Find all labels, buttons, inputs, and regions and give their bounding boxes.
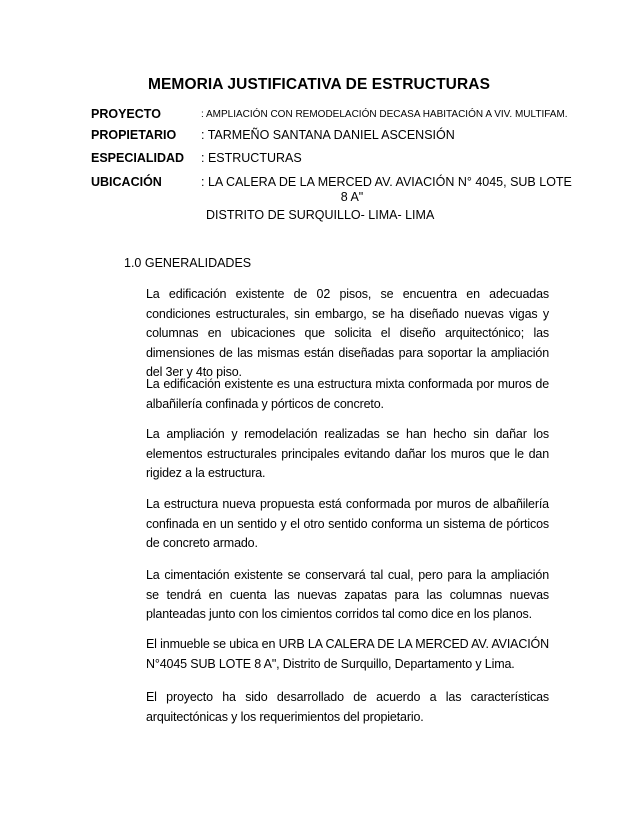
field-value-ubicacion-line2: 8 A" — [340, 190, 364, 204]
paragraph-1: La edificación existente de 02 pisos, se encuentra en adecuadas condiciones estructurales, sin embargo, se ha diseñado nuevas vigas y columnas en ubicaciones que solicita el diseño arquitectónico; las dimensiones de las mismas están diseñadas para soportar la ampliación del 3er y 4to piso. — [146, 287, 549, 379]
section-heading: 1.0 GENERALIDADES — [124, 256, 252, 270]
field-value-especialidad: : ESTRUCTURAS — [201, 151, 302, 165]
document-title: MEMORIA JUSTIFICATIVA DE ESTRUCTURAS — [147, 76, 491, 93]
paragraph-2: La edificación existente es una estructura mixta conformada por muros de albañilería confinada y pórticos de concreto. — [146, 377, 549, 411]
paragraph-5: La cimentación existente se conservará tal cual, pero para la ampliación se tendrá en cuenta las nuevas zapatas para las columnas nuevas planteadas junto con los cimientos corridos tal como dice en los planos. — [146, 568, 549, 621]
field-label-especialidad: ESPECIALIDAD — [91, 151, 185, 165]
paragraph-7: El proyecto ha sido desarrollado de acuerdo a las características arquitectónicas y los requerimientos del propietario. — [146, 690, 549, 724]
field-label-propietario: PROPIETARIO — [91, 128, 177, 142]
paragraph-4: La estructura nueva propuesta está conformada por muros de albañilería confinada en un sentido y el otro sentido conforma un sistema de pórticos de concreto armado. — [146, 497, 549, 550]
field-value-ubicacion-line1: : LA CALERA DE LA MERCED AV. AVIACIÓN N° 4045, SUB LOTE — [201, 175, 572, 189]
field-label-proyecto: PROYECTO — [91, 107, 161, 121]
field-label-ubicacion: UBICACIÓN — [91, 175, 162, 189]
paragraph-6: El inmueble se ubica en URB LA CALERA DE LA MERCED AV. AVIACIÓN N°4045 SUB LOTE 8 A", Distrito de Surquillo, Departamento y Lima. — [146, 637, 550, 671]
field-value-propietario: : TARMEÑO SANTANA DANIEL ASCENSIÓN — [201, 128, 455, 142]
field-value-proyecto: : AMPLIACIÓN CON REMODELACIÓN DECASA HABITACIÓN A VIV. MULTIFAM. — [201, 109, 568, 120]
field-value-ubicacion-distrito: DISTRITO DE SURQUILLO- LIMA- LIMA — [206, 208, 435, 222]
paragraph-3: La ampliación y remodelación realizadas se han hecho sin dañar los elementos estructurales principales evitando dañar los muros que le dan rigidez a la estructura. — [146, 427, 549, 480]
